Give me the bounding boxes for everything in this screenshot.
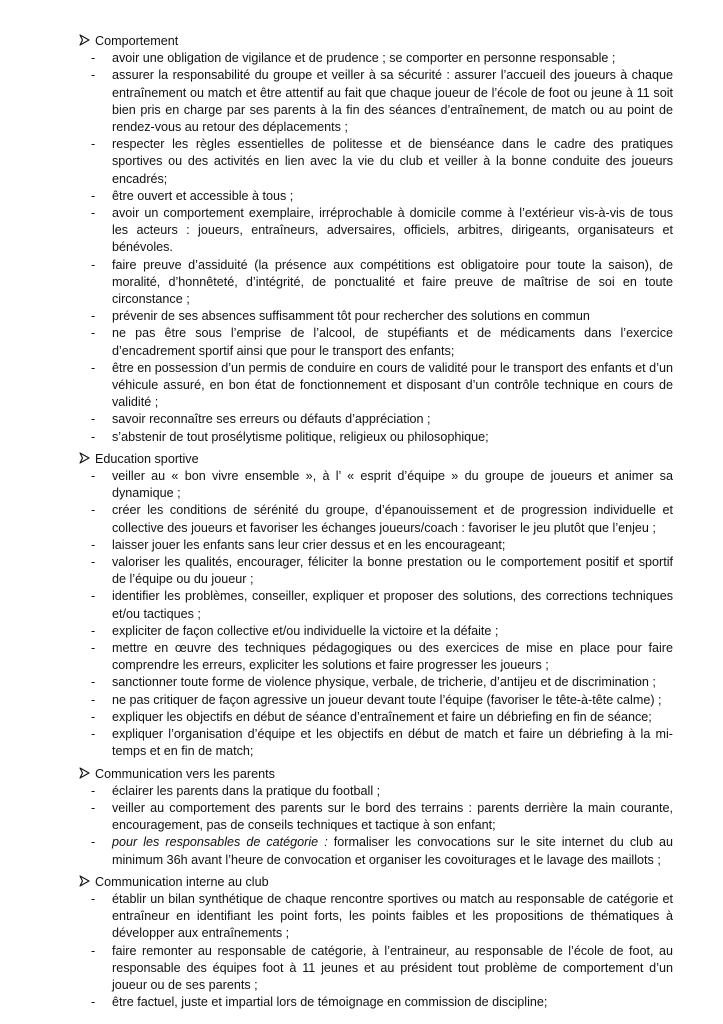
dash-bullet: - [91,709,96,724]
item-body: avoir un comportement exemplaire, irréprochable à domicile comme à l’extérieur vis-à-vis de tous les acteurs : joueurs, entraîneurs, adversaires, officiels, arbitres, dirigeants, organisateurs et bénévoles. [112,206,673,255]
list-item [79,800,673,834]
list-item [79,692,673,709]
item-body: mettre en œuvre des techniques pédagogiques ou des exercices de mise en place pour faire comprendre les erreurs, expliciter les solutions et faire progresser les joueurs ; [112,641,673,673]
section [79,766,673,869]
item-body: veiller au « bon vivre ensemble », à l’ « esprit d’équipe » du groupe de joueurs et animer sa dynamique ; [112,469,673,501]
item-body: faire remonter au responsable de catégorie, à l’entraineur, au responsable de l’école de foot, au responsable des équipes foot à 11 jeunes et au président tout problème de comportement d’un joueur ou de ses parents ; [112,943,673,992]
item-text [112,361,673,409]
dash-bullet: - [91,309,96,324]
dash-bullet: - [91,257,96,272]
list-item [79,640,673,674]
item-text [112,469,673,500]
list-item [79,468,673,502]
item-text [112,710,652,724]
dash-bullet: - [91,995,96,1010]
item-body: prévenir de ses absences suffisamment tôt pour rechercher des solutions en commun [112,309,590,324]
item-text [112,801,673,832]
dash-bullet: - [91,469,96,484]
item-text [112,675,656,689]
list-item [79,67,673,136]
dash-bullet: - [91,800,96,815]
dash-bullet: - [91,555,96,570]
dash-bullet: - [91,641,96,656]
item-body: être factuel, juste et impartial lors de témoignage en commission de discipline; [112,995,548,1010]
list-item [79,325,673,359]
dash-bullet: - [91,783,96,798]
dash-bullet: - [91,675,96,690]
dash-bullet: - [91,68,96,83]
item-body: veiller au comportement des parents sur le bord des terrains : parents derrière la main courante, encouragement, pas de conseils techniques et tactique à son enfant; [112,800,673,833]
item-body: faire preuve d’assiduité (la présence aux compétitions est obligatoire pour toute la saison), de moralité, d’honnêteté, d’intégrité, de ponctualité et faire preuve de maîtrise de soi en toute circonstance ; [112,257,673,307]
item-text [112,206,673,254]
list-item [79,943,673,995]
item-list [79,783,673,869]
dash-bullet: - [91,326,96,341]
item-body: expliciter de façon collective et/ou individuelle la victoire et la défaite ; [112,623,499,638]
dash-bullet: - [91,51,96,66]
section [79,451,673,761]
list-item [79,308,673,325]
list-item [79,588,673,622]
list-item [79,411,673,428]
dash-bullet: - [91,188,96,203]
section-heading [79,33,673,50]
item-text [112,309,590,323]
item-body: identifier les problèmes, conseiller, expliquer et proposer des solutions, des corrections techniques et/ou tactiques ; [112,589,673,621]
item-body: expliquer les objectifs en début de séance d’entraînement et faire un débriefing en fin de séance; [112,709,652,724]
item-body: respecter les règles essentielles de politesse et de bienséance dans le cadre des pratiques sportives ou des activités en lien avec la vie du club et veiller à la bonne conduite des joueurs encadrés; [112,137,673,186]
list-item [79,834,673,868]
item-body: valoriser les qualités, encourager, féliciter la bonne prestation ou le comportement positif et sportif de l’équipe ou du joueur ; [112,555,673,587]
list-item [79,257,673,309]
item-text [112,589,673,620]
item-body: être ouvert et accessible à tous ; [112,188,294,203]
item-list [79,50,673,446]
item-body: formaliser les convocations sur le site internet du club au minimum 36h avant l’heure de convocation et organiser les covoiturages et le lavage des maillots ; [112,835,673,867]
item-text [112,727,673,758]
list-item [79,554,673,588]
dash-bullet: - [91,623,96,638]
section-heading [79,874,673,891]
dash-bullet: - [91,429,96,444]
arrow-bullet-icon [79,766,90,783]
item-list [79,891,673,1011]
section-title: Communication interne au club [95,874,269,889]
item-text [112,137,673,185]
item-text [112,538,505,552]
item-text [112,51,615,65]
item-body: assurer la responsabilité du groupe et veiller à sa sécurité : assurer l’accueil des joueurs à chaque entraînement ou match et être attentif au fait que chaque joueur de l’école de foot ou jeune à 11 soit bien pris en charge par ses parents à la fin des séances d’entraînement, de match ou au point de rendez-vous au retour des déplacements ; [112,68,673,134]
item-body: être en possession d’un permis de conduire en cours de validité pour le transport des enfants et d’un véhicule assuré, en bon état de fonctionnement et disposant d’un contrôle technique en cours de validité ; [112,360,673,410]
item-body: s’abstenir de tout prosélytisme politique, religieux ou philosophique; [112,429,489,444]
item-text [112,68,673,134]
dash-bullet: - [91,537,96,552]
list-item [79,537,673,554]
list-item [79,623,673,640]
dash-bullet: - [91,943,96,958]
section-title: Comportement [95,34,179,48]
dash-bullet: - [91,412,96,427]
dash-bullet: - [91,891,96,906]
item-text [112,430,489,444]
item-body: ne pas critiquer de façon agressive un joueur devant toute l’équipe (favoriser le tête-à-tête calme) ; [112,692,662,707]
dash-bullet: - [91,727,96,742]
item-text [112,693,662,707]
list-item [79,205,673,257]
section [79,33,673,446]
item-body: éclairer les parents dans la pratique du football ; [112,783,381,798]
item-body: avoir une obligation de vigilance et de prudence ; se comporter en personne responsable ; [112,51,616,66]
item-text [112,944,673,992]
list-item [79,188,673,205]
arrow-bullet-icon [79,874,90,891]
item-body: laisser jouer les enfants sans leur crier dessus et en les encourageant; [112,537,506,552]
item-text [112,995,547,1009]
item-body: savoir reconnaître ses erreurs ou défauts d’appréciation ; [112,412,431,427]
arrow-bullet-icon [79,451,90,468]
list-item [79,360,673,412]
item-text [112,555,673,586]
item-body: établir un bilan synthétique de chaque rencontre sportives ou match au responsable de catégorie et entraîneur en identifiant les point forts, les points faibles et les propositions de thématiques à développer aux entraînements ; [112,891,673,941]
list-item [79,783,673,800]
item-emphasis: pour les responsables de catégorie : [112,835,328,850]
item-list [79,468,673,760]
section-title: Communication vers les parents [95,766,275,781]
list-item [79,726,673,760]
list-item [79,994,673,1011]
dash-bullet: - [91,503,96,518]
item-text [112,326,673,357]
list-item [79,429,673,446]
dash-bullet: - [91,589,96,604]
section-title: Education sportive [95,451,199,466]
item-text [112,892,673,940]
section-heading [79,766,673,783]
section [79,874,673,1012]
item-text [112,835,673,866]
item-body: créer les conditions de sérénité du groupe, d’épanouissement et de progression individuelle et collective des joueurs et favoriser les échanges joueurs/coach : favoriser le jeu plutôt que l’enjeu ; [112,503,673,535]
dash-bullet: - [91,137,96,152]
list-item [79,136,673,188]
item-text [112,503,673,534]
dash-bullet: - [91,835,96,850]
item-text [112,258,673,306]
arrow-bullet-icon [79,33,90,50]
item-text [112,784,380,798]
list-item [79,50,673,67]
item-text [112,624,498,638]
list-item [79,674,673,691]
dash-bullet: - [91,206,96,221]
item-text [112,641,673,672]
item-body: expliquer l’organisation d’équipe et les objectifs en début de match et faire un débriefing à la mi-temps et en fin de match; [112,727,673,759]
list-item [79,502,673,536]
list-item [79,891,673,943]
section-heading [79,451,673,468]
item-body: sanctionner toute forme de violence physique, verbale, de tricherie, d’antijeu et de discrimination ; [112,675,656,690]
document-page [79,33,673,1016]
item-body: ne pas être sous l’emprise de l’alcool, de stupéfiants et de médicaments dans l’exercice d’encadrement sportif ainsi que pour le transport des enfants; [112,326,673,358]
item-text [112,412,431,426]
list-item [79,709,673,726]
item-text [112,189,293,203]
dash-bullet: - [91,360,96,375]
dash-bullet: - [91,692,96,707]
